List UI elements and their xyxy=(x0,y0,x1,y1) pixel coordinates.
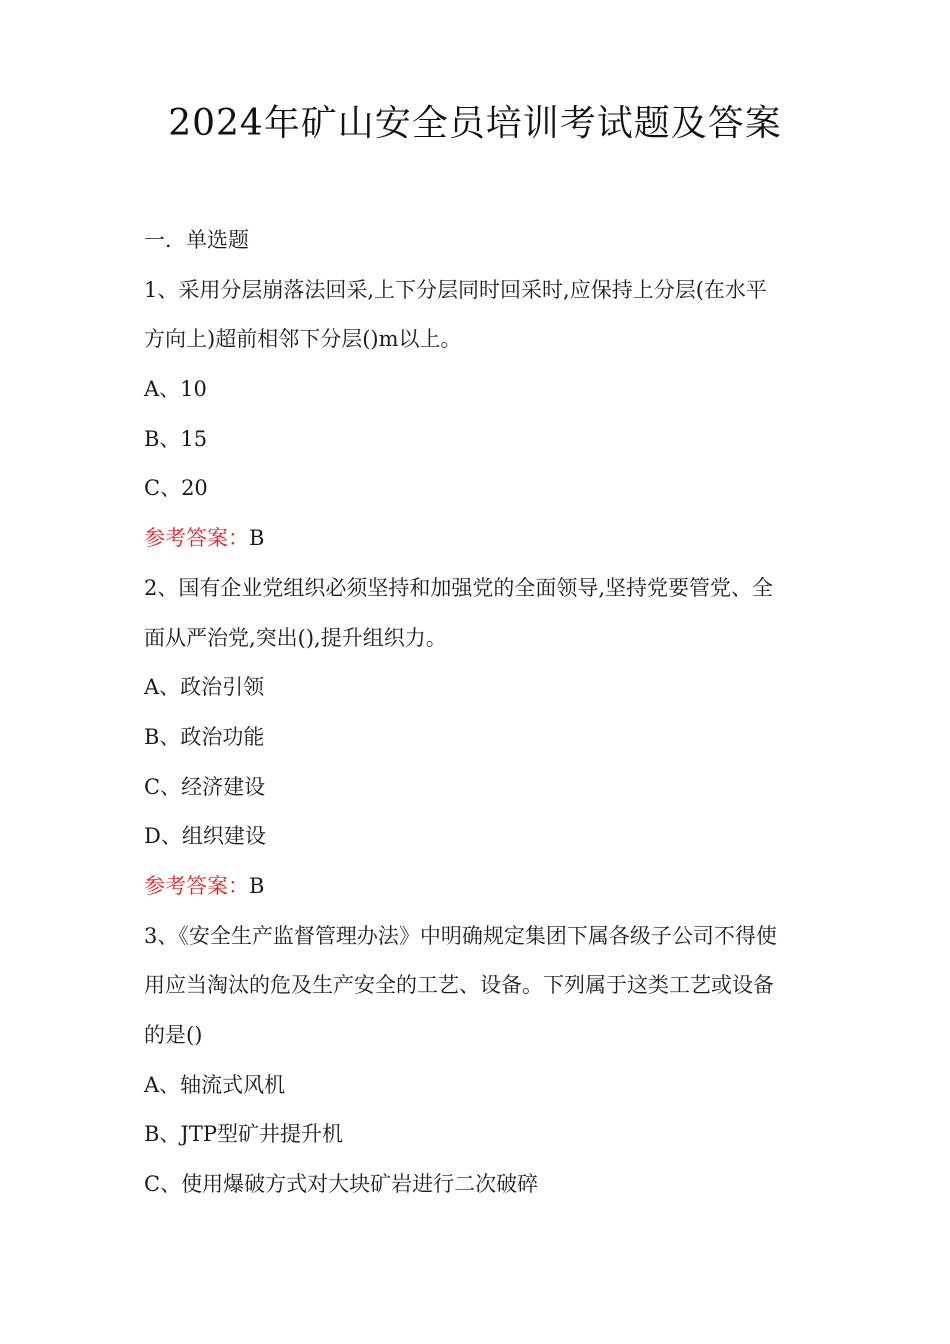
question-1 xyxy=(144,266,816,564)
option-c: C、经济建设 xyxy=(144,774,266,799)
question-stem-line: 1、采用分层崩落法回采,上下分层同时回采时,应保持上分层(在水平 xyxy=(144,277,767,302)
reference-answer xyxy=(144,514,816,564)
option-b: B、15 xyxy=(144,426,208,451)
question-stem-line: 面从严治党,突出(),提升组织力。 xyxy=(144,625,447,650)
option-d: D、组织建设 xyxy=(144,824,266,849)
section-heading: 一．单选题 xyxy=(144,228,249,252)
question-stem-line: 2、国有企业党组织必须坚持和加强党的全面领导,坚持党要管党、全 xyxy=(144,575,774,600)
answer-label: 参考答案： xyxy=(144,526,249,551)
option-c: C、20 xyxy=(144,476,208,501)
option-a: A、轴流式风机 xyxy=(144,1072,286,1097)
question-3 xyxy=(144,912,816,1210)
reference-answer xyxy=(144,862,816,912)
question-2 xyxy=(144,564,816,912)
option-a: A、10 xyxy=(144,377,207,402)
option-a: A、政治引领 xyxy=(144,675,265,700)
question-stem-line: 用应当淘汰的危及生产安全的工艺、设备。下列属于这类工艺或设备 xyxy=(144,973,774,998)
option-b: B、JTP型矿井提升机 xyxy=(144,1122,343,1147)
answer-value: B xyxy=(249,873,265,898)
answer-value: B xyxy=(249,526,265,551)
option-b: B、政治功能 xyxy=(144,724,265,749)
question-stem-line: 3、《安全生产监督管理办法》中明确规定集团下属各级子公司不得使 xyxy=(144,923,777,948)
document-title: 2024年矿山安全员培训考试题及答案 xyxy=(168,103,782,144)
question-stem-line: 的是() xyxy=(144,1023,203,1047)
question-stem-line: 方向上)超前相邻下分层()m以上。 xyxy=(144,327,462,352)
answer-label: 参考答案： xyxy=(144,873,249,898)
option-c: C、使用爆破方式对大块矿岩进行二次破碎 xyxy=(144,1172,539,1197)
question-list xyxy=(144,216,816,1210)
